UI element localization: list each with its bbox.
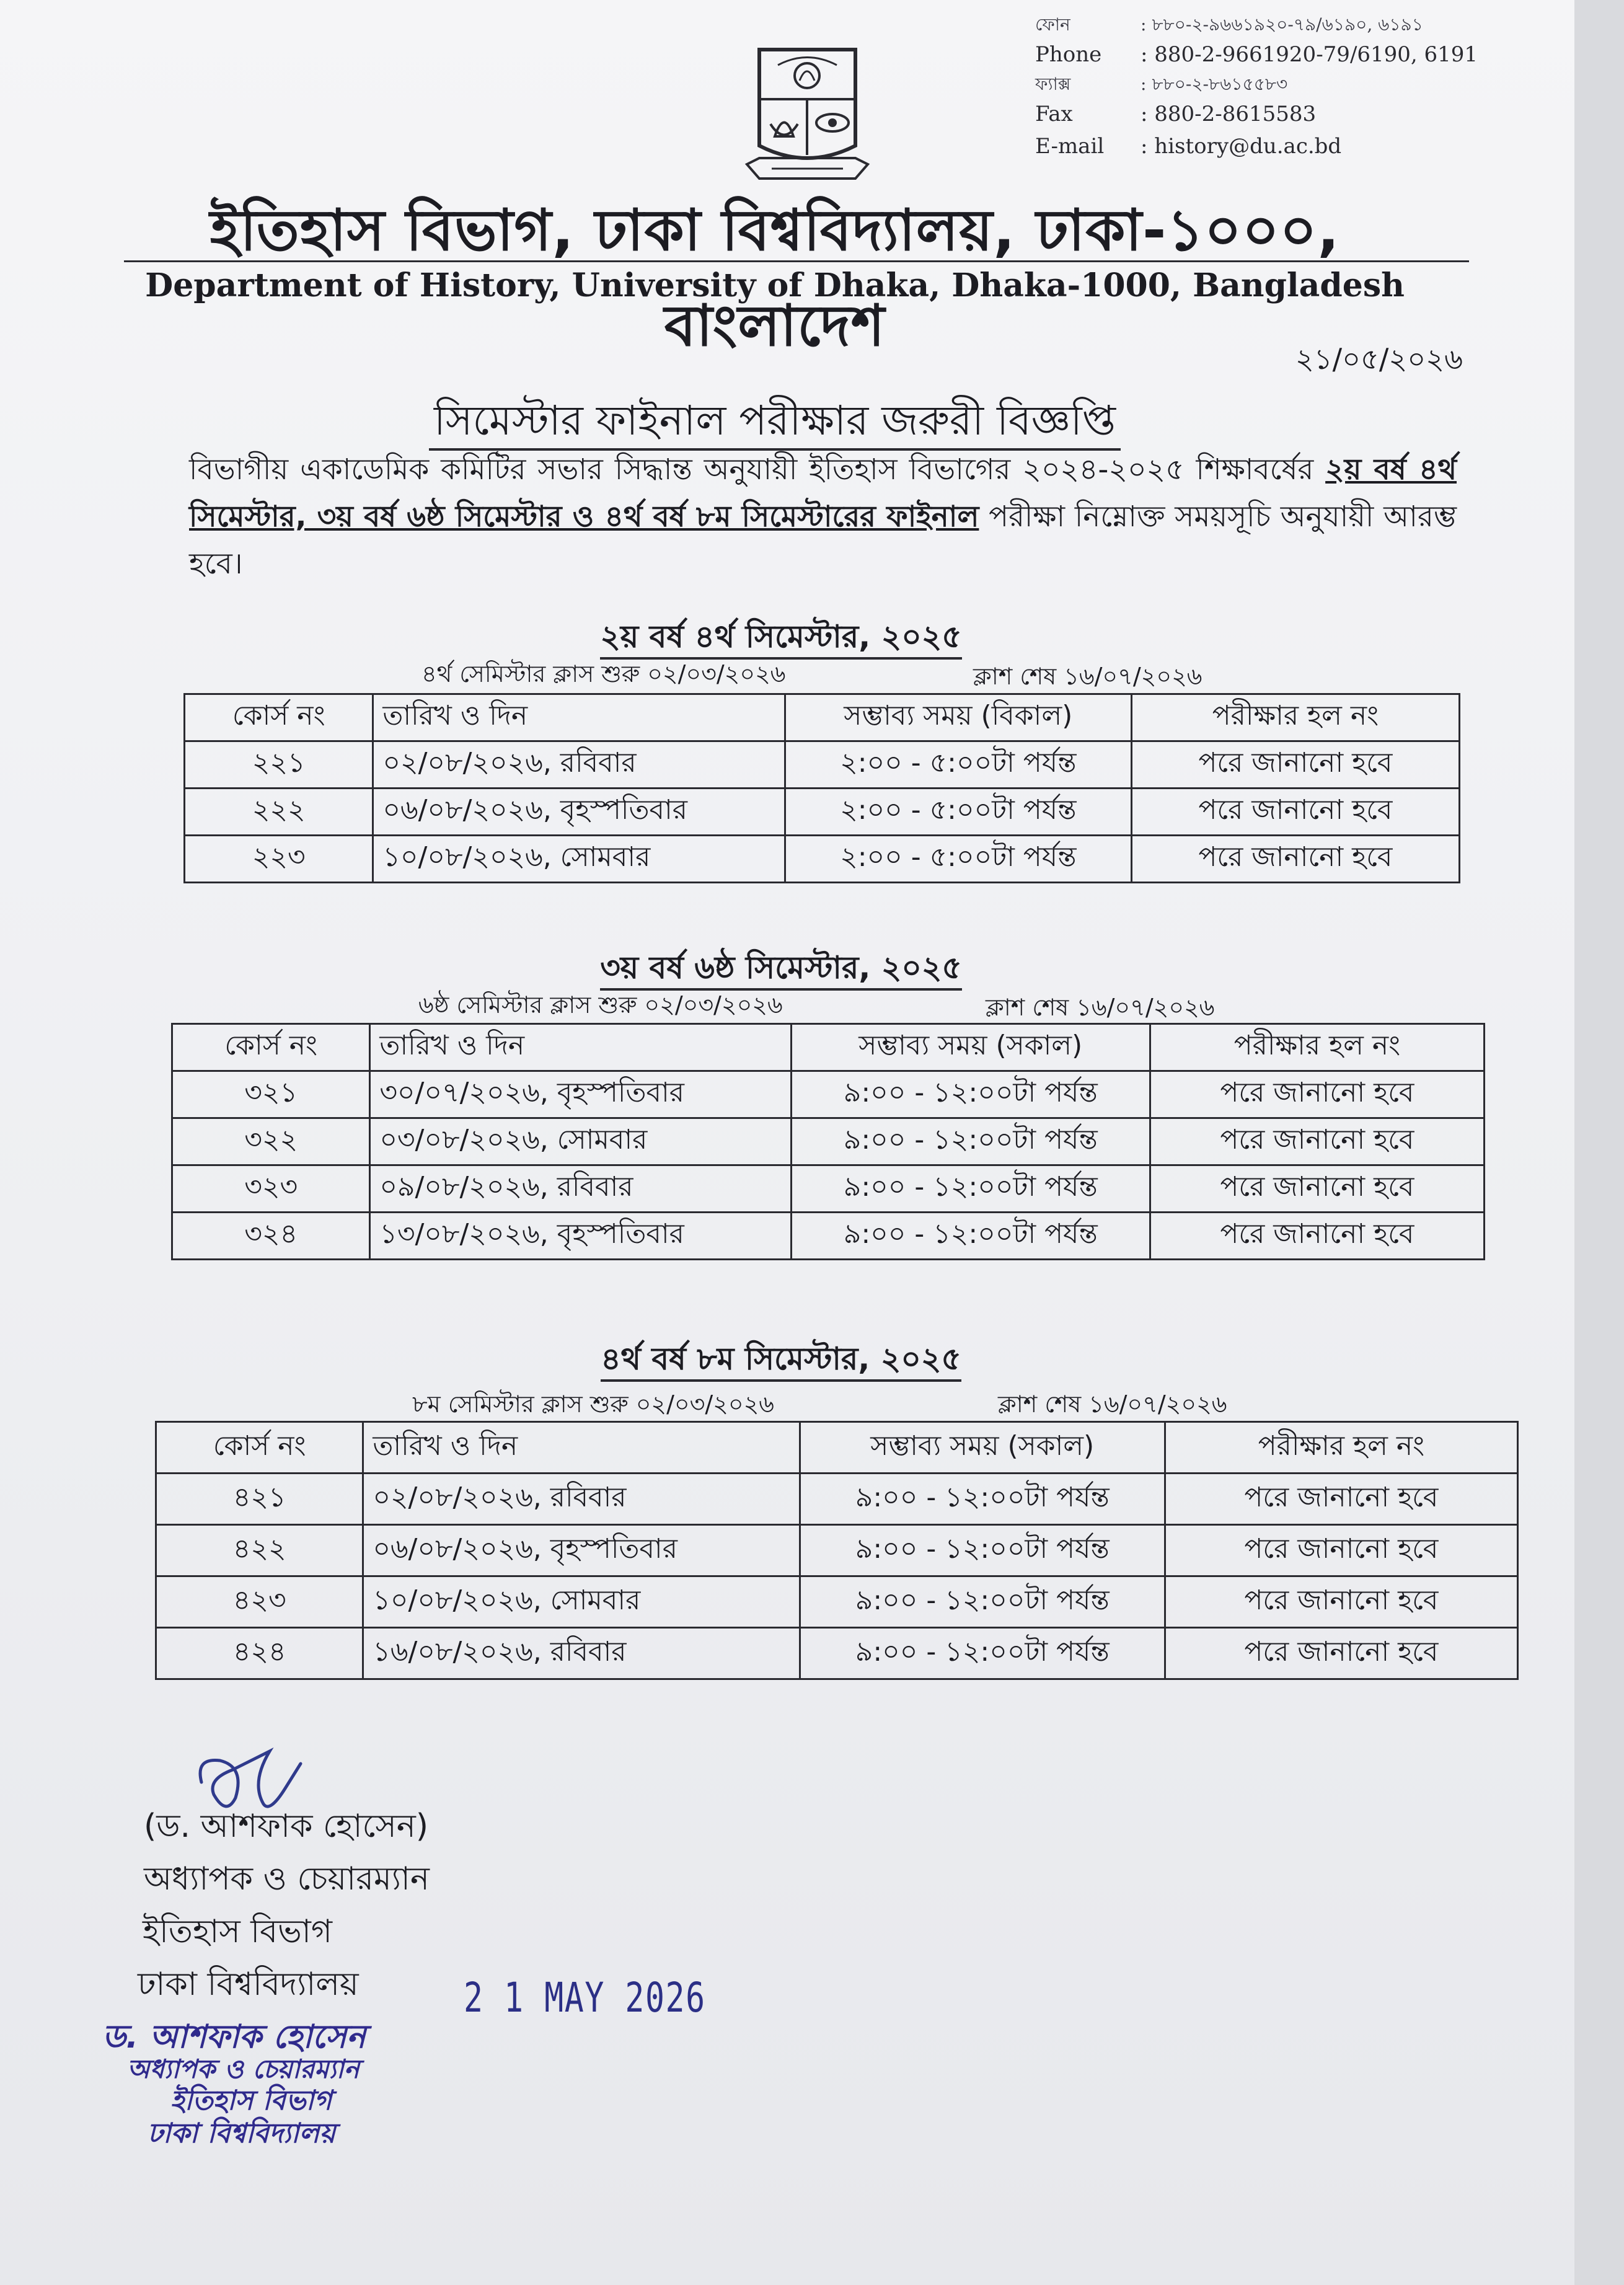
date-cell: ৩০/০৭/২০২৬, বৃহস্পতিবার: [370, 1071, 791, 1118]
section-title-text: ৪র্থ বর্ষ ৮ম সিমেস্টার, ২০২৫: [601, 1341, 961, 1382]
hall-cell: পরে জানানো হবে: [1150, 1165, 1484, 1213]
date-cell: ০৬/০৮/২০২৬, বৃহস্পতিবার: [363, 1525, 800, 1576]
date-cell: ১৬/০৮/২০২৬, রবিবার: [363, 1628, 800, 1679]
hall-cell: পরে জানানো হবে: [1165, 1628, 1517, 1679]
table-header-row: [172, 1024, 1485, 1071]
date-cell: ০৯/০৮/২০২৬, রবিবার: [370, 1165, 791, 1213]
time-cell: ৯:০০ - ১২:০০টা পর্যন্ত: [800, 1525, 1165, 1576]
signatory-designation: অধ্যাপক ও চেয়ারম্যান: [144, 1860, 430, 1898]
class-end: ক্লাশ শেষ ১৬/০৭/২০২৬: [998, 1390, 1227, 1418]
contact-row-email: [1035, 130, 1568, 162]
time-cell: ৯:০০ - ১২:০০টা পর্যন্ত: [800, 1474, 1165, 1525]
table-header-cell: কোর্স নং: [156, 1422, 363, 1474]
course-cell: ৩২১: [172, 1071, 370, 1118]
class-start: ৬ষ্ঠ সেমিস্টার ক্লাস শুরু ০২/০৩/২০২৬: [418, 991, 783, 1019]
contact-value: : 880-2-9661920-79/6190, 6191: [1141, 42, 1478, 67]
contact-label: ফোন: [1035, 14, 1070, 35]
table-header-cell: পরীক্ষার হল নং: [1165, 1422, 1517, 1474]
date-cell: ১০/০৮/২০২৬, সোমবার: [373, 836, 785, 883]
notice-body-text: বিভাগীয় একাডেমিক কমিটির সভার সিদ্ধান্ত অনুযায়ী ইতিহাস বিভাগের ২০২৪-২০২৫ শিক্ষাবর্ষের: [189, 453, 1326, 487]
contact-value: : ৮৮০-২-৮৬১৫৫৮৩: [1141, 74, 1288, 94]
course-cell: ৪২২: [156, 1525, 363, 1576]
table-row: [156, 1576, 1518, 1628]
contact-label: Phone: [1035, 42, 1102, 67]
date-stamp: 2 1 MAY 2026: [464, 1974, 706, 2022]
table-row: [172, 1165, 1485, 1213]
contact-label: ফ্যাক্স: [1035, 74, 1071, 94]
class-start: ৪র্থ সেমিস্টার ক্লাস শুরু ০২/০৩/২০২৬: [421, 660, 786, 687]
course-cell: ৩২৪: [172, 1213, 370, 1260]
schedule-table: [171, 1023, 1485, 1260]
schedule-table: [155, 1421, 1519, 1680]
table-row: [156, 1474, 1518, 1525]
signatory-name: (ড. আশফাক হোসেন): [144, 1808, 429, 1845]
time-cell: ৯:০০ - ১২:০০টা পর্যন্ত: [791, 1071, 1150, 1118]
hall-cell: পরে জানানো হবে: [1131, 741, 1459, 789]
hall-cell: পরে জানানো হবে: [1150, 1118, 1484, 1165]
contact-row-fax: [1035, 98, 1568, 130]
table-header-cell: তারিখ ও দিন: [373, 694, 785, 741]
table-header-cell: সম্ভাব্য সময় (সকাল): [800, 1422, 1165, 1474]
date-cell: ০২/০৮/২০২৬, রবিবার: [373, 741, 785, 789]
table-header-cell: কোর্স নং: [172, 1024, 370, 1071]
table-header-cell: পরীক্ষার হল নং: [1131, 694, 1459, 741]
notice-date: ২১/০৫/২০২৬: [1295, 342, 1463, 376]
time-cell: ৯:০০ - ১২:০০টা পর্যন্ত: [791, 1165, 1150, 1213]
course-cell: ৪২১: [156, 1474, 363, 1525]
course-cell: ৩২৩: [172, 1165, 370, 1213]
seal-name: ড. আশফাক হোসেন: [102, 2018, 366, 2056]
date-cell: ০৩/০৮/২০২৬, সোমবার: [370, 1118, 791, 1165]
class-start: ৮ম সেমিস্টার ক্লাস শুরু ০২/০৩/২০২৬: [412, 1390, 774, 1418]
time-cell: ৯:০০ - ১২:০০টা পর্যন্ত: [791, 1118, 1150, 1165]
course-cell: ৪২৩: [156, 1576, 363, 1628]
table-header-cell: পরীক্ষার হল নং: [1150, 1024, 1484, 1071]
header-title-bn: ইতিহাস বিভাগ, ঢাকা বিশ্ববিদ্যালয়, ঢাকা-১০০০, বাংলাদেশ: [210, 197, 1340, 359]
time-cell: ২:০০ - ৫:০০টা পর্যন্ত: [785, 789, 1131, 836]
table-row: [185, 789, 1460, 836]
table-row: [185, 741, 1460, 789]
table-row: [156, 1628, 1518, 1679]
header-divider: [124, 260, 1469, 262]
seal-university: ঢাকা বিশ্ববিদ্যালয়: [148, 2118, 336, 2149]
hall-cell: পরে জানানো হবে: [1150, 1071, 1484, 1118]
time-cell: ৯:০০ - ১২:০০টা পর্যন্ত: [791, 1213, 1150, 1260]
time-cell: ২:০০ - ৫:০০টা পর্যন্ত: [785, 836, 1131, 883]
contact-value: : history@du.ac.bd: [1141, 134, 1342, 159]
hall-cell: পরে জানানো হবে: [1131, 789, 1459, 836]
notice-body-text: পরীক্ষা নিম্নোক্ত সময়সূচি অনুযায়ী আরম্ভ হবে।: [189, 500, 1457, 581]
date-cell: ১০/০৮/২০২৬, সোমবার: [363, 1576, 800, 1628]
notice-body: [189, 446, 1457, 588]
contact-row-phone-bn: [1035, 11, 1568, 38]
course-cell: ৩২২: [172, 1118, 370, 1165]
date-cell: ১৩/০৮/২০২৬, বৃহস্পতিবার: [370, 1213, 791, 1260]
table-header-cell: কোর্স নং: [185, 694, 373, 741]
hall-cell: পরে জানানো হবে: [1150, 1213, 1484, 1260]
contact-row-fax-bn: [1035, 71, 1568, 98]
table-row: [172, 1118, 1485, 1165]
hall-cell: পরে জানানো হবে: [1131, 836, 1459, 883]
date-cell: ০৬/০৮/২০২৬, বৃহস্পতিবার: [373, 789, 785, 836]
table-header-cell: তারিখ ও দিন: [363, 1422, 800, 1474]
contact-row-phone: [1035, 38, 1568, 71]
header-title-en: Department of History, University of Dhaka, Dhaka-1000, Bangladesh: [145, 267, 1405, 304]
time-cell: ৯:০০ - ১২:০০টা পর্যন্ত: [800, 1576, 1165, 1628]
contact-value: : ৮৮০-২-৯৬৬১৯২০-৭৯/৬১৯০, ৬১৯১: [1141, 14, 1423, 35]
table-header-cell: তারিখ ও দিন: [370, 1024, 791, 1071]
section-title-text: ৩য় বর্ষ ৬ষ্ঠ সিমেস্টার, ২০২৫: [600, 950, 962, 991]
date-cell: ০২/০৮/২০২৬, রবিবার: [363, 1474, 800, 1525]
contact-label: E-mail: [1035, 134, 1105, 159]
hall-cell: পরে জানানো হবে: [1165, 1474, 1517, 1525]
table-row: [172, 1213, 1485, 1260]
signatory-university: ঢাকা বিশ্ববিদ্যালয়: [138, 1966, 359, 2003]
section-title-text: ২য় বর্ষ ৪র্থ সিমেস্টার, ২০২৫: [600, 619, 961, 660]
seal-designation: অধ্যাপক ও চেয়ারম্যান: [127, 2054, 360, 2084]
contact-label: Fax: [1035, 102, 1073, 126]
seal-department: ইতিহাস বিভাগ: [170, 2085, 332, 2116]
university-logo-icon: [741, 37, 874, 192]
notice-body-emphasis: ২য় বর্ষ ৪র্থ সিমেস্টার, ৩য় বর্ষ ৬ষ্ঠ সিমেস্টার ও ৪র্থ বর্ষ ৮ম সিমেস্টারের ফাইনাল: [189, 453, 1457, 534]
contact-value: : 880-2-8615583: [1141, 102, 1317, 126]
table-header-cell: সম্ভাব্য সময় (সকাল): [791, 1024, 1150, 1071]
course-cell: ৪২৪: [156, 1628, 363, 1679]
hall-cell: পরে জানানো হবে: [1165, 1576, 1517, 1628]
hall-cell: পরে জানানো হবে: [1165, 1525, 1517, 1576]
contact-block: [1035, 11, 1568, 162]
table-header-row: [156, 1422, 1518, 1474]
table-row: [156, 1525, 1518, 1576]
time-cell: ৯:০০ - ১২:০০টা পর্যন্ত: [800, 1628, 1165, 1679]
table-header-row: [185, 694, 1460, 741]
signatory-department: ইতিহাস বিভাগ: [143, 1913, 332, 1950]
class-end: ক্লাশ শেষ ১৬/০৭/২০২৬: [973, 663, 1203, 690]
section-title: [99, 1336, 1463, 1387]
course-cell: ২২১: [185, 741, 373, 789]
notice-title-text: সিমেস্টার ফাইনাল পরীক্ষার জরুরী বিজ্ঞপ্তি: [429, 397, 1121, 451]
table-row: [172, 1071, 1485, 1118]
course-cell: ২২৩: [185, 836, 373, 883]
class-end: ক্লাশ শেষ ১৬/০৭/২০২৬: [986, 994, 1215, 1021]
table-header-cell: সম্ভাব্য সময় (বিকাল): [785, 694, 1131, 741]
schedule-table: [183, 693, 1460, 883]
time-cell: ২:০০ - ৫:০০টা পর্যন্ত: [785, 741, 1131, 789]
table-row: [185, 836, 1460, 883]
course-cell: ২২২: [185, 789, 373, 836]
